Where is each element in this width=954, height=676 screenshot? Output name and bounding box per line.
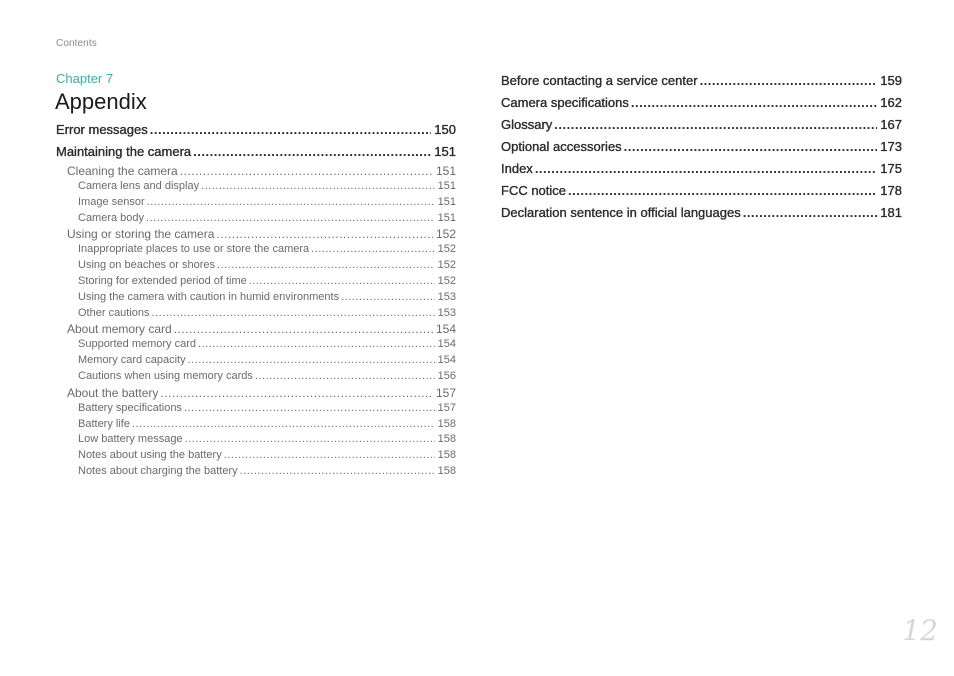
toc-entry[interactable] (501, 202, 902, 224)
toc-entry[interactable] (501, 70, 902, 92)
running-header: Contents (56, 38, 97, 49)
dot-leader (216, 226, 433, 242)
toc-entry-title: Cautions when using memory cards (78, 369, 253, 382)
toc-entry-page: 178 (880, 183, 902, 198)
toc-entry-page: 152 (435, 227, 456, 242)
dot-leader (700, 70, 878, 92)
dot-leader (146, 211, 435, 227)
toc-entry-page: 151 (437, 180, 456, 192)
toc-entry[interactable] (56, 290, 456, 306)
dot-leader (249, 274, 435, 290)
toc-entry-page: 151 (435, 164, 456, 178)
toc-entry-title: Using on beaches or shores (78, 259, 215, 272)
dot-leader (174, 321, 433, 337)
toc-entry-page: 151 (437, 195, 456, 208)
toc-entry-title: Declaration sentence in official languages (501, 205, 741, 220)
toc-entry-title: Battery life (78, 417, 130, 430)
dot-leader (132, 417, 435, 433)
toc-entry-title: Image sensor (78, 195, 145, 208)
toc-entry-title: About memory card (67, 322, 172, 337)
toc-entry[interactable] (56, 353, 456, 369)
dot-leader (631, 92, 877, 114)
toc-entry-title: Glossary (501, 117, 553, 132)
toc-entry-page: 154 (437, 338, 456, 351)
toc-entry-page: 152 (437, 259, 456, 272)
toc-entry[interactable] (501, 158, 902, 180)
toc-entry[interactable] (56, 226, 456, 242)
toc-entry[interactable] (56, 242, 456, 258)
toc-entry-title: Inappropriate places to use or store the camera (78, 243, 310, 256)
dot-leader (217, 258, 435, 274)
toc-entry[interactable] (56, 369, 456, 385)
toc-entry-title: Low battery message (78, 433, 183, 446)
toc-entry-page: 181 (880, 205, 902, 220)
toc-entry[interactable] (56, 321, 456, 337)
toc-entry[interactable] (56, 464, 456, 480)
toc-entry-page: 154 (435, 322, 456, 337)
toc-entry[interactable] (56, 337, 456, 353)
toc-entry-page: 150 (434, 122, 456, 137)
toc-entry-title: Camera lens and display (78, 180, 200, 192)
toc-entry[interactable] (56, 417, 456, 433)
toc-entry-page: 151 (437, 211, 456, 224)
toc-entry-title: Camera specifications (501, 95, 629, 110)
toc-entry-page: 156 (437, 369, 456, 382)
dot-leader (535, 158, 877, 180)
dot-leader (624, 136, 878, 158)
dot-leader (152, 306, 435, 322)
chapter-label: Chapter 7 (56, 71, 114, 86)
dot-leader (224, 448, 435, 464)
dot-leader (201, 179, 435, 195)
toc-entry[interactable] (501, 180, 902, 202)
toc-entry-title: Optional accessories (501, 139, 622, 154)
toc-entry-page: 162 (880, 95, 902, 110)
toc-entry[interactable] (56, 163, 456, 179)
toc-entry[interactable] (56, 195, 456, 211)
toc-left-column (56, 119, 456, 480)
toc-entry[interactable] (56, 448, 456, 464)
dot-leader (341, 290, 435, 306)
dot-leader (255, 369, 435, 385)
toc-entry[interactable] (56, 306, 456, 322)
dot-leader (743, 202, 878, 224)
dot-leader (554, 114, 877, 136)
toc-entry-title: Error messages (56, 122, 148, 137)
toc-entry-title: Camera body (78, 211, 145, 224)
toc-entry-title: Memory card capacity (78, 354, 186, 367)
toc-entry-page: 175 (880, 161, 902, 176)
dot-leader (568, 180, 877, 202)
toc-entry[interactable] (56, 385, 456, 401)
dot-leader (150, 119, 432, 141)
dot-leader (180, 163, 433, 179)
toc-entry-page: 152 (437, 243, 456, 256)
toc-entry[interactable] (56, 274, 456, 290)
toc-entry-page: 158 (437, 417, 456, 430)
toc-entry-page: 154 (437, 354, 456, 367)
toc-entry-page: 158 (437, 433, 456, 446)
toc-entry[interactable] (501, 136, 902, 158)
toc-entry-title: Using the camera with caution in humid environments (78, 290, 340, 303)
toc-entry-title: Using or storing the camera (67, 227, 215, 242)
toc-entry-title: About the battery (67, 385, 159, 400)
toc-entry-page: 157 (435, 385, 456, 400)
toc-entry-title: Notes about using the battery (78, 449, 222, 462)
toc-entry[interactable] (56, 432, 456, 448)
toc-entry[interactable] (56, 119, 456, 141)
dot-leader (147, 195, 435, 211)
toc-entry[interactable] (56, 179, 456, 195)
toc-entry-title: Storing for extended period of time (78, 274, 247, 287)
toc-entry-page: 158 (437, 464, 456, 477)
toc-entry-page: 173 (880, 139, 902, 154)
dot-leader (184, 401, 435, 417)
toc-entry-page: 157 (437, 401, 456, 414)
toc-entry[interactable] (501, 114, 902, 136)
toc-entry[interactable] (56, 211, 456, 227)
toc-entry-title: Index (501, 161, 533, 176)
toc-entry-title: Supported memory card (78, 338, 196, 351)
dot-leader (160, 385, 433, 401)
toc-entry-title: Other cautions (78, 306, 150, 319)
toc-entry-title: Notes about charging the battery (78, 464, 238, 477)
dot-leader (185, 432, 435, 448)
toc-entry-title: Maintaining the camera (56, 144, 192, 159)
toc-entry[interactable] (56, 258, 456, 274)
dot-leader (193, 141, 431, 163)
toc-entry-page: 152 (437, 274, 456, 287)
dot-leader (240, 464, 435, 480)
toc-entry[interactable] (56, 141, 456, 163)
page-number: 12 (902, 614, 938, 647)
dot-leader (311, 242, 435, 258)
toc-entry-page: 158 (437, 449, 456, 462)
toc-entry[interactable] (56, 401, 456, 417)
toc-entry-page: 153 (437, 306, 456, 319)
toc-entry-page: 159 (880, 73, 902, 88)
dot-leader (198, 337, 435, 353)
toc-entry-title: Cleaning the camera (67, 164, 178, 178)
toc-entry-page: 151 (434, 144, 456, 159)
dot-leader (188, 353, 435, 369)
toc-entry-title: Battery specifications (78, 401, 182, 414)
toc-entry-title: Before contacting a service center (501, 73, 698, 88)
chapter-title: Appendix (55, 89, 147, 114)
toc-entry[interactable] (501, 92, 902, 114)
toc-entry-title: FCC notice (501, 183, 567, 198)
toc-entry-page: 153 (437, 290, 456, 303)
toc-entry-page: 167 (880, 117, 902, 132)
toc-right-column (501, 70, 902, 224)
